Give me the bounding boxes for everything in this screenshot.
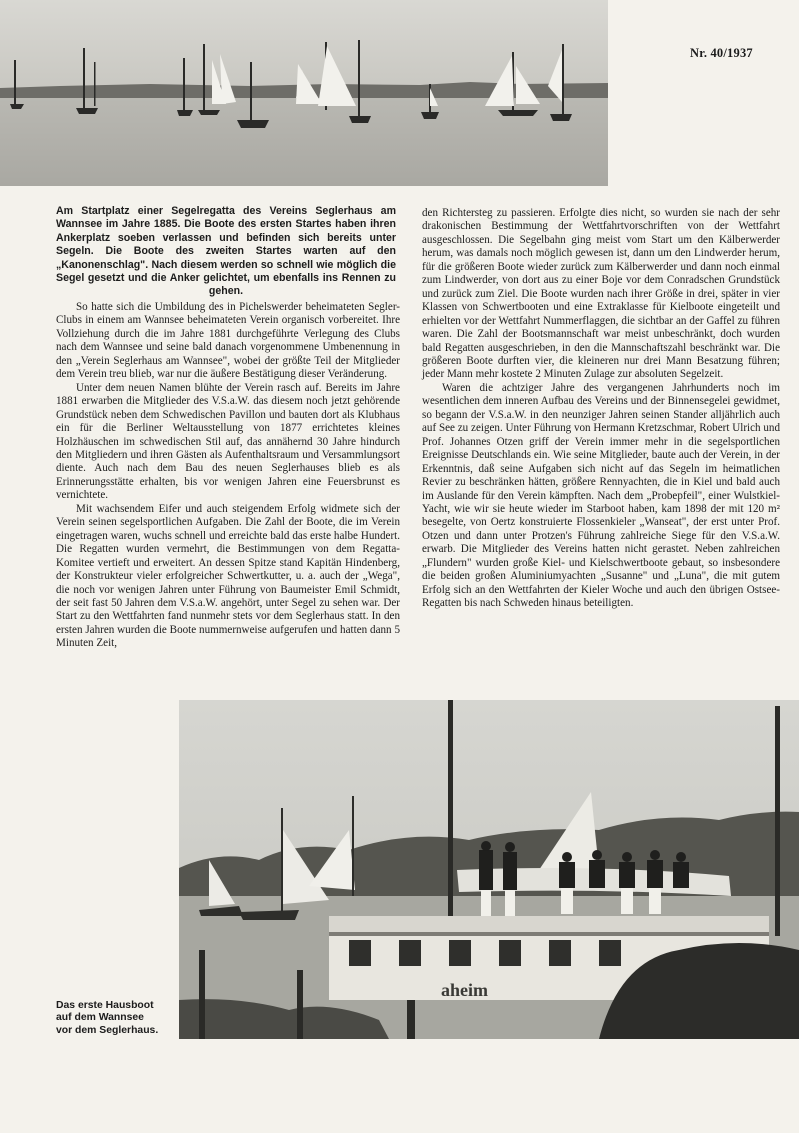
houseboat-photo-graphic bbox=[179, 700, 799, 1039]
houseboat-name-sign: aheim bbox=[441, 980, 488, 1000]
paragraph: Waren die achtziger Jahre des vergangenen Jahrhunderts noch im wesentlichen dem inneren Aufbau des Vereins und der Binnensegelei gewidmet, so begann der V.S.a.W. in den neunziger Jahren seinen Stander alljährlich auch auf See zu zeigen. Unter Führung von Hermann Kretzschmar, Robert Ulrich und Prof. Johannes Otzen griff der Verein immer mehr in die segelsportlichen Ereignisse Deutschlands ein. Wie seine Mitglieder, baute auch der Verein, in der Erkenntnis, daß seine Aufgaben sich nicht auf das Segeln im heimatlichen Revier zu beschränken hätten, größere Rennyachten, die in Kiel und bald auch im Auslande für den Verein kämpften. Nach dem „Probepfeil", einer Wulstkiel-Yacht, wie wir sie heute wieder im Starboot haben, kam 1898 der mit 120 m² besegelte, von Oertz konstruierte Flossenkieler „Wanseat", der erst unter Prof. Otzen und dann unter Protzen's Führung zahlreiche Siege für den V.S.a.W. erwarb. Die Mitglieder des Vereins hatten nicht gerastet. Neben zahlreichen „Flundern" wurden große Kiel- und Kielschwertboote gebaut, so insbesondere die beiden großen Aluminiumyachten „Susanne" und „Luna", die mit gutem Erfolg sich an den Wettfahrten der Kieler Woche und auch den übrigen Ostsee-Regatten bis nach Schweden hinaus beteiligten. bbox=[422, 381, 780, 610]
houseboat-photo bbox=[179, 700, 799, 1039]
article-right-column bbox=[422, 207, 780, 611]
regatta-photo-graphic bbox=[0, 0, 608, 186]
issue-number: Nr. 40/1937 bbox=[690, 46, 753, 60]
paragraph: So hatte sich die Umbildung des in Pichelswerder beheimateten Segler-Clubs in einem am Wannsee beheimateten Verein organisch vorbereitet. Ihre Vollziehung durch die im Jahre 1881 durchgeführte Verlegung des Clubs nach dem Wannsee und seine bald danach vorgenommene Umbenennung in den „Verein Seglerhaus am Wannsee", wobei der größte Teil der Mitglieder dem Verein treu blieb, war nur die äußere Bestätigung dieser Veränderung. bbox=[56, 301, 400, 381]
top-photo-caption: Am Startplatz einer Segelregatta des Vereins Seglerhaus am Wannsee im Jahre 1885. Die Boote des ersten Startes haben ihren Ankerplatz soeben verlassen und befinden sich bereits unter Segeln. Die Boote des zweiten Startes warten auf den „Kanonenschlag". Nach diesem werden so schnell wie möglich die Segel gesetzt und die Anker gelichtet, um ebenfalls ins Rennen zu gehen. bbox=[56, 205, 396, 298]
paragraph: Mit wachsendem Eifer und auch steigendem Erfolg widmete sich der Verein seinen segelsportlichen Aufgaben. Die Zahl der Boote, die im Verein eingetragen waren, wuchs schnell und erreichte bald das erste halbe Hundert. Die Regatten wurden vermehrt, die Bestimmungen von dem Regatta-Komitee vertieft und erweitert. An dessen Spitze stand Kapitän Hindenberg, der Konstrukteur vieler erfolgreicher Schwertkutter, u. a. auch der „Wega", die noch vor wenigen Jahren unter Führung von Baumeister Emil Schmidt, der seit fast 50 Jahren dem V.S.a.W. angehört, unter Segel zu sehen war. Der Start zu den Wettfahrten fand nunmehr stets vor dem Seglerhaus statt. In den ersten Jahren wurden die Boote nummernweise aufgerufen und hatten dann 5 Minuten Zeit, bbox=[56, 502, 400, 650]
caption-line: auf dem Wannsee bbox=[56, 1012, 144, 1024]
paragraph: den Richtersteg zu passieren. Erfolgte dies nicht, so wurden sie nach der sehr drakonischen Bestimmung der Wettfahrtvorschriften von der Wettfahrt ausgeschlossen. Die Segelbahn ging meist vom Start um den Kälberwerder herum, was damals noch möglich gewesen ist, dann um den Lindwerder herum, für die größeren Boote wieder zurück zum Kälberwerder und dann noch einmal zum Lindwerder, von dort aus zu einer Boje vor dem Conradschen Grundstück und zurück zum Ziel. Die Boote wurden nach ihrer Größe in drei, später in vier Klassen von Schwertbooten und eine Extraklasse für Kielboote eingeteilt und erhielten vor der Wettfahrt Nummerflaggen, die sichtbar an der Gaffel zu führen waren. Die Zahl der Bootsmannschaft war meist unbeschränkt, doch wurden bald Regatten ausgeschrieben, in den die Mannschaftszahl beschränkt war. Die größeren Boote durften vier, die kleineren nur drei Mann Besatzung führen; jeder Mann mehr kostete 2 Minuten Zulage zur absoluten Segelzeit. bbox=[422, 207, 780, 381]
houseboat-caption bbox=[56, 1000, 176, 1037]
article-left-column bbox=[56, 301, 400, 651]
paragraph: Unter dem neuen Namen blühte der Verein rasch auf. Bereits im Jahre 1881 erwarben die Mitglieder des V.S.a.W. das diesem noch jetzt gehörende Grundstück neben dem Schwedischen Pavillon und bauten dort als Klubhaus ein für die Berliner Weltausstellung von 1877 errichtetes kleines Holzhäuschen im schwedischen Stil auf, das annähernd 30 Jahre hindurch den Mitgliedern und ihren Gästen als Aufenthaltsraum und Versammlungsort diente. Auch nach dem Bau des neuen Seglerhauses blieb es als Erinnerungsstätte erhalten, bis vor wenigen Jahren eine Feuersbrunst es vernichtete. bbox=[56, 381, 400, 502]
caption-line: vor dem Seglerhaus. bbox=[56, 1024, 159, 1036]
regatta-photo bbox=[0, 0, 608, 186]
caption-line: Das erste Hausboot bbox=[56, 1000, 154, 1011]
